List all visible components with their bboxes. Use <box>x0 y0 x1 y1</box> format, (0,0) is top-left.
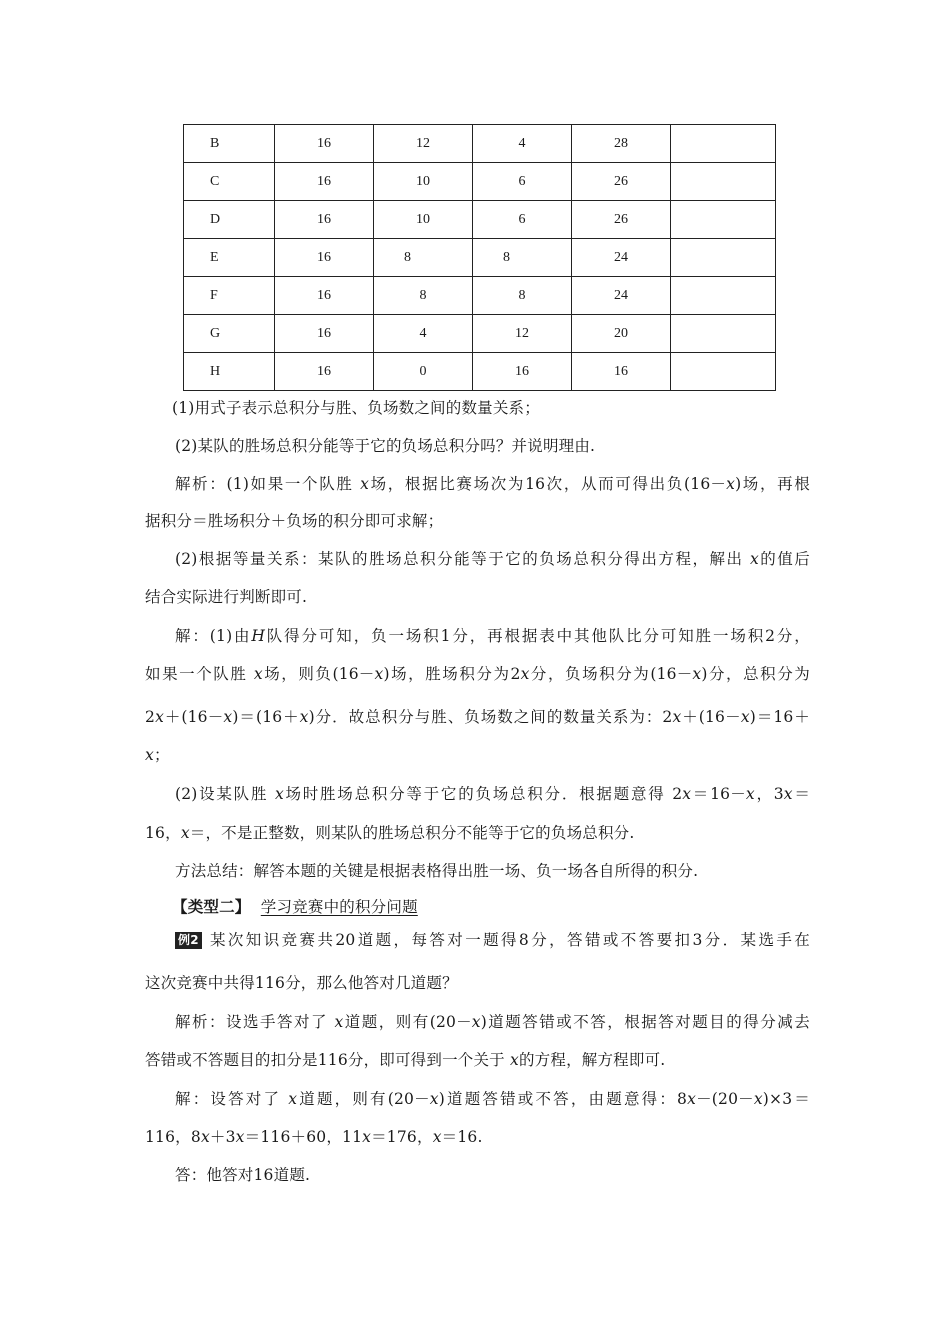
question-2: (2)某队的胜场总积分能等于它的负场总积分吗？并说明理由. <box>175 437 596 455</box>
table-cell: 16 <box>572 353 671 391</box>
table-cell <box>671 201 776 239</box>
analysis-2-line-1 <box>175 1012 810 1032</box>
variable: x <box>200 1128 210 1146</box>
table-cell: 20 <box>572 315 671 353</box>
variable: x <box>155 708 165 726</box>
text-run: 解析：设选手答对了 <box>175 1013 335 1031</box>
table-cell <box>671 125 776 163</box>
text-run: 队得分可知，负一场积1分，再根据表中其他队比分可知胜一场积2分， <box>265 627 810 645</box>
variable: x <box>432 1128 442 1146</box>
text-run: 答错或不答题目的扣分是116分，即可得到一个关于 <box>145 1051 511 1069</box>
variable: x <box>288 1090 298 1108</box>
table-cell: 16 <box>275 125 374 163</box>
text-run: )场，胜场积分为2 <box>383 665 521 683</box>
table-cell: 10 <box>374 201 473 239</box>
table-cell: F <box>184 277 275 315</box>
variable: x <box>429 1090 439 1108</box>
table-row <box>184 201 776 239</box>
table-cell: 8 <box>473 239 572 277</box>
solution-1-line-5 <box>175 784 810 804</box>
text-run: －(20－ <box>696 1090 754 1108</box>
analysis-1-line-2: 据积分＝胜场积分＋负场的积分即可求解； <box>145 512 444 530</box>
variable: x <box>299 708 309 726</box>
variable: x <box>235 1128 245 1146</box>
text-run: 场时胜场总积分等于它的负场总积分．根据题意得 2 <box>283 785 683 803</box>
text-run: 2 <box>145 708 156 726</box>
analysis-1-line-3 <box>175 549 810 569</box>
text-run: )场，再根 <box>735 475 810 493</box>
table-cell: E <box>184 239 275 277</box>
table-cell: 16 <box>275 277 374 315</box>
text-run: ，3 <box>754 785 784 803</box>
table-cell: 12 <box>374 125 473 163</box>
variable: x <box>520 665 530 683</box>
variable: x <box>374 665 384 683</box>
text-run: ＝176， <box>371 1128 433 1146</box>
text-run: 116，8 <box>145 1128 201 1146</box>
question-1: (1)用式子表示总积分与胜、负场数之间的数量关系； <box>172 399 540 417</box>
text-run: 如果一个队胜 <box>145 665 254 683</box>
text-run: 某次知识竞赛共20道题，每答对一题得8分，答错或不答要扣3分．某选手在 <box>207 931 810 949</box>
table-cell: 24 <box>572 239 671 277</box>
example-2-line-1 <box>175 930 810 950</box>
text-run: ＝，不是正整数，则某队的胜场总积分不能等于它的负场总积分. <box>189 824 635 842</box>
text-run: )道题答错或不答，由题意得：8 <box>438 1090 688 1108</box>
table-cell: 16 <box>275 201 374 239</box>
example-2-line-2: 这次竞赛中共得116分，那么他答对几道题？ <box>145 974 458 992</box>
table-row <box>184 239 776 277</box>
variable: H <box>251 627 266 645</box>
table-cell: C <box>184 163 275 201</box>
table-cell: 26 <box>572 201 671 239</box>
scores-table <box>183 124 776 391</box>
variable: x <box>145 746 154 764</box>
solution-1-line-2 <box>145 664 810 684</box>
variable: x <box>687 1090 697 1108</box>
table-row <box>184 125 776 163</box>
text-run: )分，总积分为 <box>701 665 810 683</box>
text-run: )＝16＋ <box>749 708 810 726</box>
variable: x <box>726 475 736 493</box>
table-cell: 8 <box>473 277 572 315</box>
type-2-heading <box>172 897 837 917</box>
heading-topic: 学习竞赛中的积分问题 <box>260 898 418 916</box>
text-run: ＋(16－ <box>681 708 741 726</box>
table-cell <box>671 277 776 315</box>
text-run: 的方程，解方程即可. <box>518 1051 666 1069</box>
table-cell: G <box>184 315 275 353</box>
table-cell: 16 <box>473 353 572 391</box>
table-cell <box>671 353 776 391</box>
solution-2-line-1 <box>175 1089 810 1109</box>
table-cell: 16 <box>275 239 374 277</box>
table-cell: 16 <box>275 315 374 353</box>
variable: x <box>783 785 793 803</box>
table-cell: 4 <box>374 315 473 353</box>
variable: x <box>253 665 263 683</box>
table-cell: H <box>184 353 275 391</box>
table-cell: 26 <box>572 163 671 201</box>
analysis-2-line-2 <box>145 1050 810 1070</box>
text-run: (2)设某队胜 <box>175 785 275 803</box>
variable: x <box>223 708 233 726</box>
text-run: ＝ <box>792 785 811 803</box>
text-run: ； <box>153 746 170 764</box>
method-summary: 方法总结：解答本题的关键是根据表格得出胜一场、负一场各自所得的积分. <box>175 862 699 880</box>
variable: x <box>471 1013 481 1031</box>
text-run: )＝(16＋ <box>232 708 300 726</box>
variable: x <box>334 1013 344 1031</box>
variable: x <box>740 708 750 726</box>
table-row <box>184 315 776 353</box>
text-run: 解：设答对了 <box>175 1090 289 1108</box>
text-run: ＝116＋60，11 <box>244 1128 363 1146</box>
text-run: )×3＝ <box>762 1090 810 1108</box>
variable: x <box>360 475 370 493</box>
text-run: 场，则负(16－ <box>262 665 375 683</box>
table-cell: 6 <box>473 163 572 201</box>
text-run: 16， <box>145 824 181 842</box>
text-run: 道题，则有(20－ <box>297 1090 430 1108</box>
text-run: (2)根据等量关系：某队的胜场总积分能等于它的负场总积分得出方程，解出 <box>175 550 750 568</box>
heading-label: 【类型二】 <box>172 897 251 916</box>
variable: x <box>692 665 702 683</box>
table-cell: B <box>184 125 275 163</box>
variable: x <box>745 785 755 803</box>
text-run: ＋3 <box>209 1128 236 1146</box>
table-cell: 8 <box>374 277 473 315</box>
solution-1-line-4 <box>145 745 810 765</box>
example-badge: 例2 <box>175 932 202 949</box>
table-row <box>184 353 776 391</box>
analysis-1-line-4: 结合实际进行判断即可. <box>145 588 308 606</box>
table-cell <box>671 239 776 277</box>
table-cell: 4 <box>473 125 572 163</box>
text-run: 分，负场积分为(16－ <box>529 665 693 683</box>
answer: 答：他答对16道题. <box>175 1166 311 1184</box>
solution-1-line-3 <box>145 707 810 727</box>
variable: x <box>672 708 682 726</box>
variable: x <box>510 1051 519 1069</box>
variable: x <box>753 1090 763 1108</box>
variable: x <box>682 785 692 803</box>
table-cell: 28 <box>572 125 671 163</box>
variable: x <box>362 1128 372 1146</box>
variable: x <box>274 785 284 803</box>
table-row <box>184 163 776 201</box>
text-run: 解：(1)由 <box>175 627 252 645</box>
text-run: 场，根据比赛场次为16次，从而可得出负(16－ <box>369 475 727 493</box>
solution-2-line-2 <box>145 1127 810 1147</box>
text-run: )道题答错或不答，根据答对题目的得分减去 <box>480 1013 810 1031</box>
table-cell: 24 <box>572 277 671 315</box>
table-cell: 12 <box>473 315 572 353</box>
table-cell: 16 <box>275 353 374 391</box>
variable: x <box>749 550 759 568</box>
table-cell: 6 <box>473 201 572 239</box>
text-run: )分．故总积分与胜、负场数之间的数量关系为：2 <box>308 708 673 726</box>
text-run: 的值后 <box>758 550 810 568</box>
text-run: 道题，则有(20－ <box>343 1013 472 1031</box>
table-cell: D <box>184 201 275 239</box>
text-run: 解析：(1)如果一个队胜 <box>175 475 361 493</box>
table-cell: 8 <box>374 239 473 277</box>
table-row <box>184 277 776 315</box>
table-cell: 16 <box>275 163 374 201</box>
table-cell: 0 <box>374 353 473 391</box>
text-run: ＝16－ <box>691 785 746 803</box>
solution-1-line-1 <box>175 626 810 646</box>
analysis-1-line-1 <box>175 474 810 494</box>
table-cell: 10 <box>374 163 473 201</box>
variable: x <box>180 824 190 842</box>
table-cell <box>671 315 776 353</box>
solution-1-line-6 <box>145 823 810 843</box>
text-run: ＋(16－ <box>164 708 224 726</box>
table-cell <box>671 163 776 201</box>
text-run: ＝16. <box>441 1128 483 1146</box>
